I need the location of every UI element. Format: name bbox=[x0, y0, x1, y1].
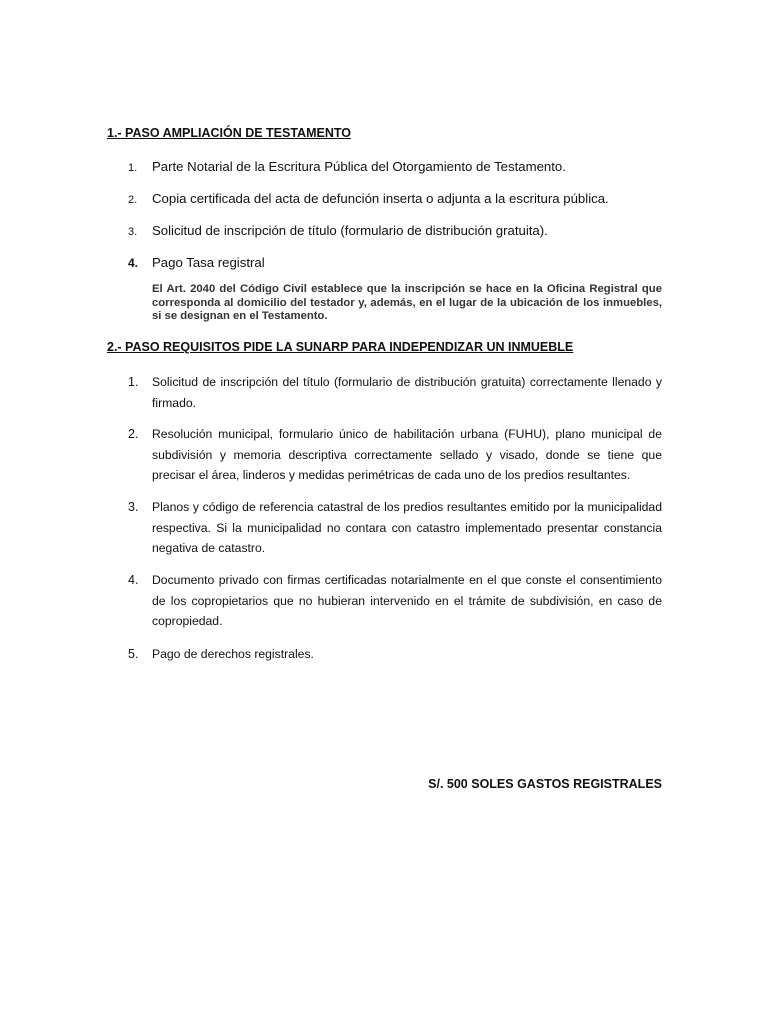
list-text: Documento privado con firmas certificadas notarialmente en el que conste el consentimiento de los copropietarios que no hubieran intervenido en el trámite de subdivisión, en caso de copropiedad. bbox=[152, 573, 662, 628]
list-number: 2. bbox=[128, 194, 138, 206]
list-number: 1. bbox=[128, 162, 138, 174]
list-number: 3. bbox=[128, 226, 138, 238]
list-number: 3. bbox=[128, 500, 139, 514]
list-text: Pago Tasa registral bbox=[152, 255, 265, 270]
list-number: 4. bbox=[128, 256, 139, 270]
list-text: Parte Notarial de la Escritura Pública del Otorgamiento de Testamento. bbox=[152, 159, 566, 174]
civil-code-note: El Art. 2040 del Código Civil establece que la inscripción se hace en la Oficina Registral que corresponda al domicilio del testador y, además, en el lugar de la ubicación de los inmuebles, si se designan en el Testamento. bbox=[152, 283, 662, 322]
list-text: Planos y código de referencia catastral de los predios resultantes emitido por la municipalidad respectiva. Si la municipalidad no contara con catastro implementado presentar constancia negativa de catastro. bbox=[152, 500, 662, 555]
registration-cost-total: S/. 500 SOLES GASTOS REGISTRALES bbox=[428, 777, 662, 791]
list-text: Resolución municipal, formulario único de habilitación urbana (FUHU), plano municipal de subdivisión y memoria descriptiva correctamente sellado y visado, donde se tiene que precisar el área, linderos y medidas perimétricas de cada uno de los predios resultantes. bbox=[152, 427, 662, 482]
list-number: 4. bbox=[128, 573, 139, 587]
section2-list-item bbox=[128, 497, 662, 559]
section2-list-item bbox=[128, 372, 662, 413]
list-text: Copia certificada del acta de defunción inserta o adjunta a la escritura pública. bbox=[152, 191, 609, 206]
section1-heading: 1.- PASO AMPLIACIÓN DE TESTAMENTO bbox=[107, 126, 351, 140]
section2-list-item bbox=[128, 570, 662, 632]
section2-heading: 2.- PASO REQUISITOS PIDE LA SUNARP PARA INDEPENDIZAR UN INMUEBLE bbox=[107, 340, 574, 354]
list-text: Solicitud de inscripción del título (formulario de distribución gratuita) correctamente llenado y firmado. bbox=[152, 375, 662, 410]
section2-list-item bbox=[128, 424, 662, 486]
list-number: 1. bbox=[128, 375, 139, 389]
list-number: 2. bbox=[128, 427, 139, 441]
list-text: Pago de derechos registrales. bbox=[152, 647, 314, 661]
section2-list-item bbox=[128, 644, 662, 665]
list-text: Solicitud de inscripción de título (formulario de distribución gratuita). bbox=[152, 223, 548, 238]
list-number: 5. bbox=[128, 647, 139, 661]
